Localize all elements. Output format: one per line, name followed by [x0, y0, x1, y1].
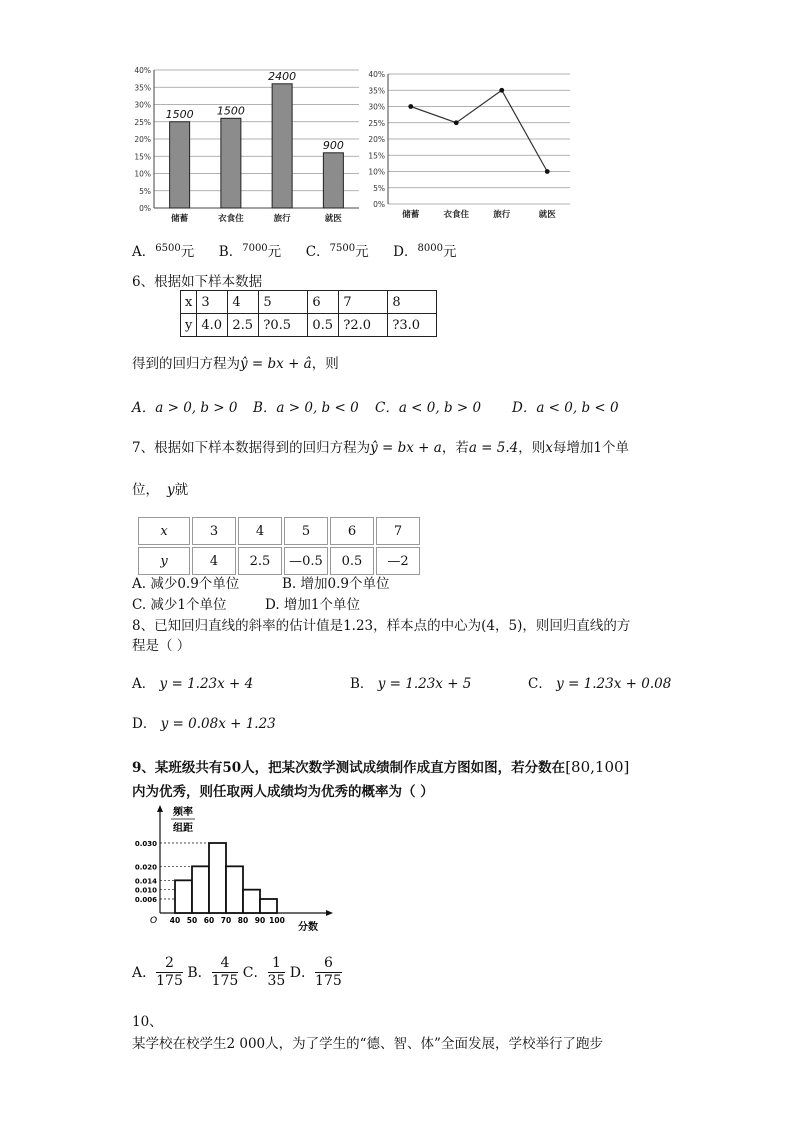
x-tick-label: 储蓄 [402, 210, 420, 220]
q8-option-d: D． y = 0.08x + 1.23 [132, 716, 276, 732]
table-cell: 2.5 [238, 547, 282, 575]
q6-option-b: B．a > 0, b < 0 [253, 400, 359, 416]
y-tick-label: 0.014 [134, 877, 157, 886]
y-tick-label: 20% [368, 135, 385, 144]
data-label: 1500 [216, 104, 245, 118]
table-cell: 0.5 [308, 314, 339, 337]
q9-options [132, 955, 342, 990]
data-label: 2400 [268, 69, 297, 83]
y-tick-label: 25% [368, 118, 385, 128]
bar [221, 118, 241, 208]
table-cell: 4.0 [197, 314, 228, 337]
table-cell: ?0.5 [259, 314, 308, 337]
y-tick-label: 5% [139, 186, 151, 196]
q7-option-d: D. 增加1个单位 [265, 597, 361, 613]
y-tick-label: 10% [368, 167, 385, 177]
table-cell: 2.5 [228, 314, 259, 337]
table-cell: 6 [330, 517, 374, 545]
y-tick-label: 15% [134, 152, 151, 162]
q5-options [132, 240, 456, 260]
x-tick-label: 衣食住 [218, 214, 244, 224]
bar [170, 122, 190, 208]
table-row [181, 314, 437, 337]
data-point [545, 169, 550, 174]
table-cell: x [138, 517, 190, 545]
y-tick-label: 30% [134, 100, 151, 110]
table-cell: ?3.0 [388, 314, 437, 337]
q10-stem: 某学校在校学生2 000人，为了学生的“德、智、体”全面发展，学校举行了跑步 [132, 1036, 603, 1052]
y-tick-label: 40% [134, 66, 151, 75]
table-cell: —0.5 [284, 547, 328, 575]
y-tick-label: 0% [139, 204, 151, 213]
q6-option-c: C．a < 0, b > 0 [375, 400, 482, 416]
data-point [499, 88, 504, 93]
y-label-top: 频率 [173, 807, 193, 818]
x-tick-label: 旅行 [273, 214, 291, 224]
q7-option-c: C. 减少1个单位 [132, 597, 227, 613]
x-tick-label: 50 [186, 916, 198, 925]
y-tick-label: 15% [368, 151, 385, 161]
y-tick-label: 25% [134, 117, 151, 127]
q9-option-d: D． $\frac{6}{175}$ [289, 955, 342, 989]
y-tick-label: 40% [368, 70, 385, 79]
q5-option-d: D．$^{8000}$元 [393, 243, 457, 260]
table-row [138, 547, 420, 575]
x-tick-label: 就医 [538, 210, 556, 220]
x-axis-arrow [326, 910, 333, 916]
table-cell: 3 [192, 517, 236, 545]
table-row [138, 517, 420, 545]
q9-stem-line2: 内为优秀，则任取两人成绩均为优秀的概率为（ ） [132, 784, 434, 800]
bar [323, 153, 343, 208]
y-tick-label: 0.020 [134, 863, 157, 872]
q7-stem-line2: 位， y就 [132, 482, 189, 498]
table-cell: 7 [339, 291, 388, 314]
y-axis-arrow [157, 805, 163, 812]
table-cell: 8 [388, 291, 437, 314]
table-cell: 5 [284, 517, 328, 545]
q7-option-b: B. 增加0.9个单位 [282, 576, 390, 592]
q6-table [180, 290, 437, 337]
y-tick-label: 30% [368, 102, 385, 112]
table-row [181, 291, 437, 314]
line-chart [360, 62, 580, 232]
histogram-bar [243, 890, 260, 913]
x-tick-label: 旅行 [493, 210, 511, 220]
q5-option-b: B．$^{7000}$元 [218, 243, 282, 260]
y-tick-label: 5% [373, 183, 385, 193]
table-cell: 5 [259, 291, 308, 314]
q6-option-a: A．a > 0, b > 0 [132, 400, 238, 416]
y-tick-label: 35% [368, 86, 385, 96]
table-cell: —2 [376, 547, 420, 575]
q9-option-b: B． $\frac{4}{175}$ [187, 955, 239, 989]
q10-number: 10、 [132, 1014, 163, 1030]
y-tick-label: 0% [373, 200, 385, 209]
q7-stem: 7、根据如下样本数据得到的回归方程为ŷ = bx + a，若a = 5.4，则x每增加1个单 [132, 440, 629, 456]
y-tick-label: 10% [134, 169, 151, 179]
q8-option-b: B． y = 1.23x + 5 [350, 676, 472, 692]
y-tick-label: 0.006 [134, 896, 157, 904]
origin-label: O [150, 916, 158, 926]
y-tick-label: 35% [134, 83, 151, 93]
x-tick-label: 90 [254, 916, 266, 925]
q8-option-a: A． y = 1.23x + 4 [132, 676, 254, 692]
data-label: 900 [322, 138, 344, 152]
bar-chart [120, 62, 370, 232]
histogram-bar [192, 866, 209, 913]
table-cell: 4 [192, 547, 236, 575]
table-cell: ?2.0 [339, 314, 388, 337]
histogram-bar [209, 843, 226, 913]
series-line [411, 90, 548, 171]
data-label: 1500 [165, 107, 194, 121]
q6-regression-line: 得到的回归方程为ŷ = bx + â，则 [132, 356, 339, 372]
table-cell: 7 [376, 517, 420, 545]
histogram-bar [226, 866, 243, 913]
data-point [408, 104, 413, 109]
x-tick-label: 就医 [324, 214, 342, 224]
q5-option-c: C．$^{7500}$元 [305, 243, 369, 260]
table-cell: 0.5 [330, 547, 374, 575]
q6-option-d: D．a < 0, b < 0 [512, 400, 619, 416]
q9-option-a: A． $\frac{2}{175}$ [132, 955, 183, 989]
q9-stem: 9、某班级共有50人，把某次数学测试成绩制作成直方图如图，若分数在[80,100] [132, 758, 630, 776]
table-cell: x [181, 291, 197, 314]
x-label: 分数 [298, 922, 318, 933]
y-tick-label: 20% [134, 135, 151, 144]
table-cell: 4 [238, 517, 282, 545]
histogram-bar [260, 899, 277, 913]
table-cell: 3 [197, 291, 228, 314]
y-tick-label: 0.030 [134, 840, 157, 848]
table-cell: 4 [228, 291, 259, 314]
x-tick-label: 40 [169, 916, 181, 925]
q9-option-c: C． $\frac{1}{35}$ [242, 955, 286, 989]
table-cell: 6 [308, 291, 339, 314]
bar [272, 84, 292, 208]
q7-table [136, 515, 422, 577]
x-tick-label: 80 [237, 916, 249, 925]
x-tick-label: 储蓄 [171, 214, 189, 224]
q6-stem: 6、根据如下样本数据 [132, 274, 263, 290]
table-cell: y [181, 314, 197, 337]
q8-stem-line2: 程是（ ） [132, 638, 191, 654]
x-tick-label: 衣食住 [443, 210, 470, 220]
q8-option-c: C． y = 1.23x + 0.08 [528, 676, 672, 692]
q5-option-a: A．$^{6500}$元 [132, 243, 195, 260]
x-tick-label: 60 [203, 916, 215, 925]
x-tick-label: 100 [269, 916, 285, 925]
histogram [130, 803, 340, 938]
q7-option-a: A. 减少0.9个单位 [132, 576, 240, 592]
x-tick-label: 70 [220, 916, 232, 925]
y-tick-label: 0.010 [134, 886, 157, 895]
y-label-bottom: 组距 [173, 823, 193, 834]
q8-stem: 8、已知回归直线的斜率的估计值是1.23，样本点的中心为(4，5)，则回归直线的方 [132, 618, 631, 634]
table-cell: y [138, 547, 190, 575]
data-point [454, 120, 459, 125]
histogram-bar [175, 880, 192, 913]
